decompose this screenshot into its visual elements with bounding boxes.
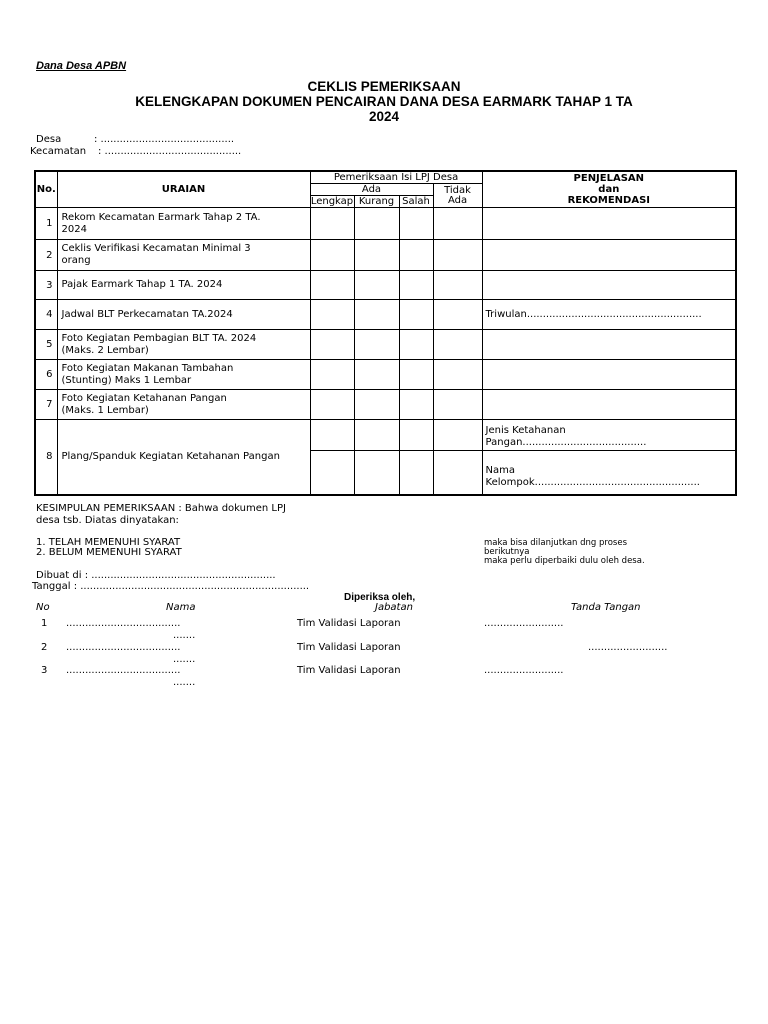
row-no: 8 <box>35 420 57 495</box>
header-tidak-ada-line-2: Ada <box>447 194 468 206</box>
header-lengkap: Lengkap <box>310 196 354 207</box>
cell-lengkap[interactable] <box>310 271 354 300</box>
kecamatan-label: Kecamatan <box>30 146 87 157</box>
row-uraian: Foto Kegiatan Pembagian BLT TA. 2024 (Maks. 2 Lembar) <box>57 330 310 360</box>
cell-lengkap[interactable] <box>310 208 354 240</box>
row-no: 4 <box>35 300 57 330</box>
cell-tidak-ada[interactable] <box>433 208 482 240</box>
signer-no: 1 <box>41 618 48 629</box>
cell-salah[interactable] <box>399 360 433 390</box>
header-penjelasan <box>482 171 736 208</box>
option-belum-memenuhi: 2. BELUM MEMENUHI SYARAT <box>36 547 182 558</box>
header-uraian: URAIAN <box>57 171 310 208</box>
header-pj-line-1: PENJELASAN <box>573 173 645 184</box>
title-line-3: 2024 <box>368 109 400 124</box>
row-uraian: Ceklis Verifikasi Kecamatan Minimal 3 orang <box>57 240 310 271</box>
diperiksa-oleh: Diperiksa oleh, <box>344 592 416 603</box>
row-no: 5 <box>35 330 57 360</box>
pj-nama-line-1: Nama <box>485 464 516 476</box>
cell-salah[interactable] <box>399 451 433 495</box>
row-no: 1 <box>35 208 57 240</box>
row-penjelasan <box>482 208 736 240</box>
cell-kurang[interactable] <box>354 330 399 360</box>
cell-kurang[interactable] <box>354 390 399 420</box>
note-belum-memenuhi: maka perlu diperbaiki dulu oleh desa. <box>484 556 645 566</box>
signers-header-no: No <box>36 602 50 613</box>
header-no: No. <box>35 171 57 208</box>
header-pj-line-3: REKOMENDASI <box>567 195 651 206</box>
cell-salah[interactable] <box>399 420 433 451</box>
signer-jabatan: Tim Validasi Laporan <box>297 665 401 676</box>
cell-tidak-ada[interactable] <box>433 390 482 420</box>
table-row <box>35 390 736 420</box>
cell-kurang[interactable] <box>354 300 399 330</box>
signer-nama-continued: ....... <box>173 677 196 688</box>
signer-nama: .................................... <box>66 618 181 629</box>
cell-kurang[interactable] <box>354 240 399 271</box>
cell-kurang[interactable] <box>354 208 399 240</box>
cell-salah[interactable] <box>399 390 433 420</box>
kesimpulan-line-2: desa tsb. Diatas dinyatakan: <box>36 515 179 526</box>
row-uraian: Rekom Kecamatan Earmark Tahap 2 TA. 2024 <box>57 208 310 240</box>
row-penjelasan <box>482 271 736 300</box>
cell-tidak-ada[interactable] <box>433 240 482 271</box>
row-penjelasan <box>482 330 736 360</box>
row-no: 7 <box>35 390 57 420</box>
cell-tidak-ada[interactable] <box>433 451 482 495</box>
cell-tidak-ada[interactable] <box>433 360 482 390</box>
cell-salah[interactable] <box>399 330 433 360</box>
header-tidak-ada-line-1: Tidak <box>444 184 471 196</box>
pj-jenis-line-2: Pangan....................................... <box>485 437 647 448</box>
signers-header-nama: Nama <box>166 602 196 613</box>
header-salah: Salah <box>399 196 433 208</box>
row-penjelasan: Triwulan....................................................... <box>482 300 736 330</box>
row-uraian: Foto Kegiatan Ketahanan Pangan (Maks. 1 Lembar) <box>57 390 310 420</box>
title-line-2: KELENGKAPAN DOKUMEN PENCAIRAN DANA DESA EARMARK TAHAP 1 TA <box>135 94 633 109</box>
cell-kurang[interactable] <box>354 360 399 390</box>
cell-lengkap[interactable] <box>310 330 354 360</box>
signers-header-jabatan: Jabatan <box>375 602 413 613</box>
cell-lengkap[interactable] <box>310 300 354 330</box>
header-pemeriksaan: Pemeriksaan Isi LPJ Desa <box>310 171 482 184</box>
cell-tidak-ada[interactable] <box>433 420 482 451</box>
cell-kurang[interactable] <box>354 271 399 300</box>
kecamatan-value: : ........................................... <box>98 146 242 157</box>
cell-tidak-ada[interactable] <box>433 300 482 330</box>
pj-nama-line-2: Kelompok.................................................... <box>485 476 700 488</box>
row-no: 3 <box>35 271 57 300</box>
desa-label: Desa <box>36 134 62 145</box>
signer-nama: .................................... <box>66 665 181 676</box>
cell-lengkap[interactable] <box>310 420 354 451</box>
tanggal: Tanggal : ........................................................................ <box>32 581 310 592</box>
cell-lengkap[interactable] <box>310 360 354 390</box>
signer-no: 2 <box>41 642 48 653</box>
cell-salah[interactable] <box>399 300 433 330</box>
signer-ttd: ......................... <box>484 618 564 629</box>
cell-salah[interactable] <box>399 208 433 240</box>
signer-ttd: ......................... <box>588 642 668 653</box>
kesimpulan-line-1: KESIMPULAN PEMERIKSAAN : Bahwa dokumen LPJ <box>36 503 286 514</box>
row-penjelasan <box>482 420 736 451</box>
signers-header-ttd: Tanda Tangan <box>571 602 641 613</box>
signer-nama-continued: ....... <box>173 654 196 665</box>
option-memenuhi: 1. TELAH MEMENUHI SYARAT <box>36 537 181 548</box>
table-row <box>35 271 736 300</box>
table-row <box>35 330 736 360</box>
signer-jabatan: Tim Validasi Laporan <box>297 642 401 653</box>
signer-ttd: ......................... <box>484 665 564 676</box>
checklist-table <box>34 170 737 496</box>
signer-jabatan: Tim Validasi Laporan <box>297 618 401 629</box>
cell-salah[interactable] <box>399 240 433 271</box>
header-pj-line-2: dan <box>598 184 620 195</box>
row-penjelasan <box>482 451 736 495</box>
dibuat-di: Dibuat di : .......................................................... <box>36 570 276 581</box>
row-penjelasan <box>482 360 736 390</box>
signer-nama: .................................... <box>66 642 181 653</box>
cell-tidak-ada[interactable] <box>433 271 482 300</box>
cell-lengkap[interactable] <box>310 451 354 495</box>
row-uraian: Pajak Earmark Tahap 1 TA. 2024 <box>57 271 310 300</box>
title-line-1: CEKLIS PEMERIKSAAN <box>307 79 461 94</box>
row-uraian: Plang/Spanduk Kegiatan Ketahanan Pangan <box>57 420 310 495</box>
row-penjelasan <box>482 390 736 420</box>
row-uraian: Jadwal BLT Perkecamatan TA.2024 <box>57 300 310 330</box>
header-kurang: Kurang <box>354 196 399 208</box>
row-uraian: Foto Kegiatan Makanan Tambahan (Stunting) Maks 1 Lembar <box>57 360 310 390</box>
document-tag: Dana Desa APBN <box>36 60 127 72</box>
desa-value: : .......................................... <box>94 134 235 145</box>
pj-jenis-line-1: Jenis Ketahanan <box>485 425 566 436</box>
table-row <box>35 360 736 390</box>
note-memenuhi-line-1: maka bisa dilanjutkan dng proses <box>484 538 628 548</box>
cell-lengkap[interactable] <box>310 240 354 271</box>
table-row <box>35 208 736 240</box>
signer-no: 3 <box>41 665 48 676</box>
table-row <box>35 300 736 330</box>
cell-tidak-ada[interactable] <box>433 330 482 360</box>
row-no: 6 <box>35 360 57 390</box>
signer-nama-continued: ....... <box>173 630 196 641</box>
table-row <box>35 240 736 271</box>
cell-salah[interactable] <box>399 271 433 300</box>
table-row <box>35 420 736 451</box>
header-ada: Ada <box>310 184 433 196</box>
cell-lengkap[interactable] <box>310 390 354 420</box>
row-penjelasan <box>482 240 736 271</box>
row-no: 2 <box>35 240 57 271</box>
note-memenuhi-line-2: berikutnya <box>484 547 530 557</box>
cell-kurang[interactable] <box>354 451 399 495</box>
header-tidak-ada <box>433 184 482 208</box>
cell-kurang[interactable] <box>354 420 399 451</box>
